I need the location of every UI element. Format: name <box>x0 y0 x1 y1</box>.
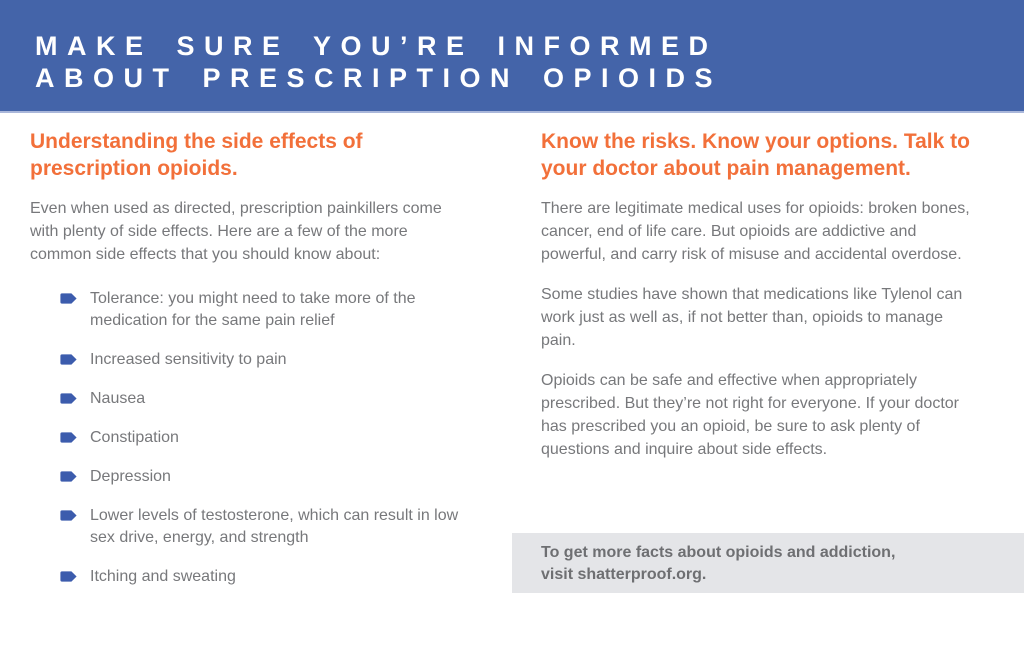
header-banner <box>0 0 1024 113</box>
list-item-text: Tolerance: you might need to take more of the medication for the same pain relief <box>90 290 416 329</box>
list-item-text: Itching and sweating <box>90 568 236 585</box>
list-item <box>60 388 490 410</box>
left-heading: Understanding the side effects of prescription opioids. <box>30 130 363 180</box>
right-column <box>541 128 987 478</box>
side-effects-list <box>30 288 490 588</box>
list-item <box>60 566 490 588</box>
list-item-text: Constipation <box>90 429 179 446</box>
arrow-bullet-icon <box>60 432 77 443</box>
right-heading: Know the risks. Know your options. Talk to your doctor about pain management. <box>541 130 970 180</box>
banner-title-line2: ABOUT PRESCRIPTION OPIOIDS <box>35 63 723 93</box>
right-paragraph-2: Some studies have shown that medications like Tylenol can work just as well as, if not better than, opioids to manage pain. <box>541 286 963 349</box>
list-item <box>60 288 490 332</box>
left-intro-paragraph: Even when used as directed, prescription painkillers come with plenty of side effects. Here are a few of the more common side effects that you should know about: <box>30 200 442 263</box>
list-item <box>60 466 490 488</box>
list-item <box>60 427 490 449</box>
arrow-bullet-icon <box>60 471 77 482</box>
banner-title-line1: MAKE SURE YOU’RE INFORMED <box>35 31 718 61</box>
list-item-text: Increased sensitivity to pain <box>90 351 287 368</box>
list-item <box>60 349 490 371</box>
list-item-text: Lower levels of testosterone, which can result in low sex drive, energy, and strength <box>90 507 459 546</box>
right-paragraph-1: There are legitimate medical uses for opioids: broken bones, cancer, end of life care. But opioids are addictive and powerful, and carry risk of misuse and accidental overdose. <box>541 200 970 263</box>
content-area <box>0 115 1024 662</box>
callout-text-line1: To get more facts about opioids and addiction, <box>541 544 896 561</box>
list-item <box>60 505 490 549</box>
arrow-bullet-icon <box>60 293 77 304</box>
arrow-bullet-icon <box>60 510 77 521</box>
left-column <box>30 128 490 605</box>
right-paragraph-3: Opioids can be safe and effective when appropriately prescribed. But they’re not right for everyone. If your doctor has prescribed you an opioid, be sure to ask plenty of questions and inquire about side effects. <box>541 372 959 458</box>
callout-box <box>512 533 1024 593</box>
list-item-text: Depression <box>90 468 171 485</box>
arrow-bullet-icon <box>60 393 77 404</box>
arrow-bullet-icon <box>60 354 77 365</box>
arrow-bullet-icon <box>60 571 77 582</box>
list-item-text: Nausea <box>90 390 146 407</box>
callout-text-line2: visit shatterproof.org. <box>541 566 707 583</box>
